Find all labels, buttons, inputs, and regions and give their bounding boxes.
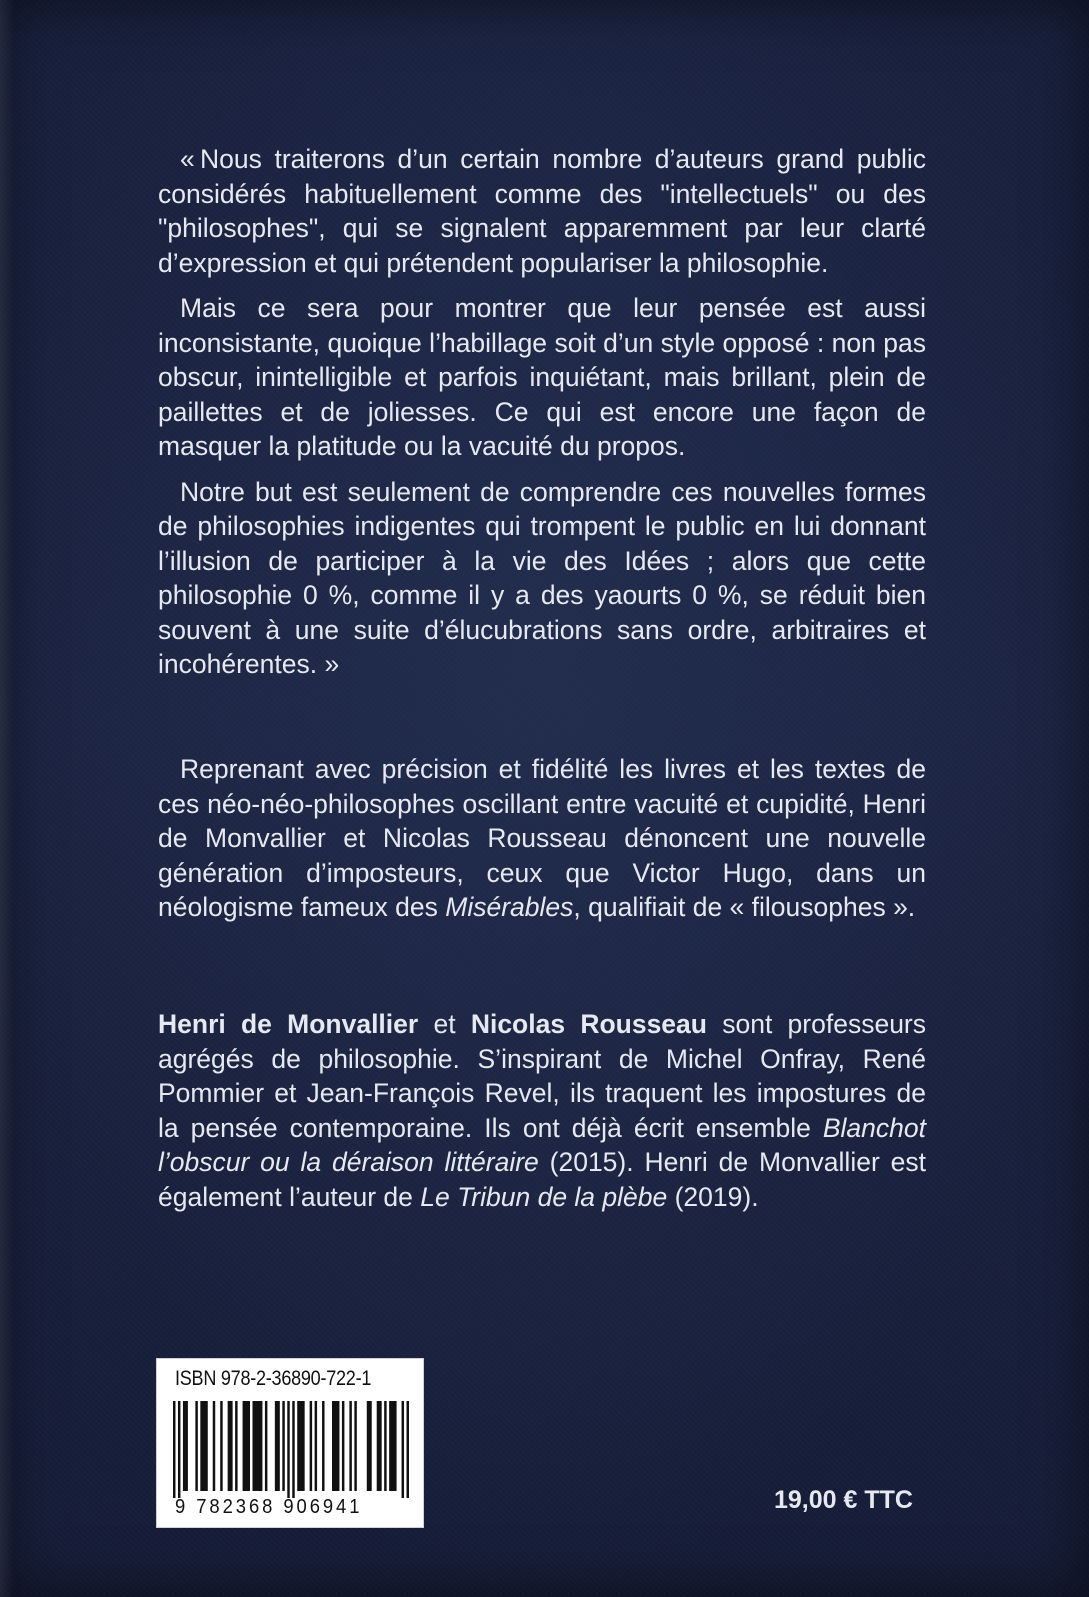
- author-name-2: Nicolas Rousseau: [470, 1009, 707, 1039]
- barcode-bar: [183, 1401, 188, 1491]
- barcode-bar: [173, 1401, 175, 1498]
- summary-text-start: Reprenant avec précision et fidélité les livres et les textes de ces néo-néo-philosophes oscillant entre vacuité et cupidité, Henri de Monvallier et Nicolas Rousseau dénoncent une nouvelle génération d’imposteurs, ceux que Victor Hugo, dans un néologisme fameux des: [158, 754, 926, 922]
- barcode-bar: [243, 1401, 250, 1491]
- isbn-label: ISBN 978-2-36890-722-1: [175, 1367, 372, 1390]
- barcode-bar: [322, 1401, 324, 1491]
- summary-paragraph: [158, 752, 926, 925]
- barcode-bar: [200, 1401, 207, 1491]
- barcode-bar: [367, 1401, 372, 1491]
- barcode-bar: [354, 1401, 356, 1491]
- bio-book-title-2: Le Tribun de la plèbe: [420, 1181, 668, 1212]
- barcode-bar: [235, 1401, 237, 1491]
- barcode-bar: [275, 1401, 280, 1491]
- barcode-bar: [252, 1401, 262, 1491]
- quote-paragraph-3: Notre but est seulement de comprendre ces nouvelles formes de philosophies indigentes qui trompent le public en lui donnant l’illusion de participer à la vie des Idées ; alors que cette philosophie 0 %, comme il y a des yaourts 0 %, se réduit bien souvent à une suite d’élucubrations sans ordre, arbitraires et incohérentes. »: [158, 476, 926, 679]
- barcode-bar: [195, 1401, 197, 1491]
- barcode-bar: [265, 1401, 267, 1491]
- quote-paragraph-1: « Nous traiterons d’un certain nombre d’auteurs grand public considérés habituellement comme des "intellectuels" ou des "philosophes", qui se signalent apparemment par leur clarté d’expression et qui prétendent populariser la philosophie.: [158, 144, 926, 278]
- barcode-bar: [332, 1401, 339, 1491]
- bio-connector: et: [418, 1009, 471, 1039]
- barcode-bar: [389, 1401, 396, 1491]
- barcode-bar: [178, 1401, 180, 1498]
- author-name-1: Henri de Monvallier: [158, 1009, 419, 1039]
- barcode-bar: [349, 1401, 351, 1491]
- summary-book-title: Misérables: [445, 892, 574, 922]
- author-bio-block: [158, 1007, 926, 1214]
- bio-text-1: sont professeurs agrégés de philosophie. S’inspirant de Michel Onfray, René Pommier et Jean-François Revel, ils traquent les impostures de la pensée contemporaine. Ils ont déjà écrit ensemble: [158, 1009, 927, 1143]
- barcode-bar: [402, 1401, 404, 1498]
- barcode-bar: [220, 1401, 222, 1491]
- barcode-bar: [342, 1401, 344, 1491]
- quote-paragraph-2: Mais ce sera pour montrer que leur pensée est aussi inconsistante, quoique l’habillage soit d’un style opposé : non pas obscur, inintelligible et parfois inquiétant, mais brillant, plein de paillettes et de joliesses. Ce qui est encore une façon de masquer la platitude ou la vacuité du propos.: [158, 293, 926, 461]
- barcode-bar: [213, 1401, 215, 1491]
- price-label: 19,00 € TTC: [774, 1486, 913, 1514]
- summary-block: [158, 752, 926, 925]
- barcode-digits: 9 782368 906941: [175, 1496, 363, 1518]
- summary-text-end: , qualifiait de « filousophes ».: [573, 892, 916, 922]
- bio-book-title-1: Blanchot l’obscur ou la déraison littéraire: [158, 1112, 926, 1177]
- barcode-bar: [377, 1401, 382, 1491]
- isbn-barcode-box: [156, 1358, 424, 1528]
- quote-block: [158, 142, 926, 682]
- bio-text-3: (2019).: [667, 1181, 759, 1212]
- author-bio-paragraph: [158, 1007, 926, 1214]
- barcode-bar: [287, 1401, 289, 1498]
- barcode-bar: [407, 1401, 409, 1498]
- barcode-bar: [384, 1401, 386, 1491]
- barcode-bar: [228, 1401, 233, 1491]
- barcode-bar: [292, 1401, 294, 1498]
- bio-text-2: (2015). Henri de Monvallier est également l’auteur de: [158, 1147, 926, 1212]
- barcode-bar: [282, 1401, 284, 1491]
- barcode-icon: [173, 1401, 409, 1498]
- barcode-bar: [315, 1401, 317, 1491]
- barcode-bar: [310, 1401, 312, 1491]
- barcode-bar: [297, 1401, 304, 1491]
